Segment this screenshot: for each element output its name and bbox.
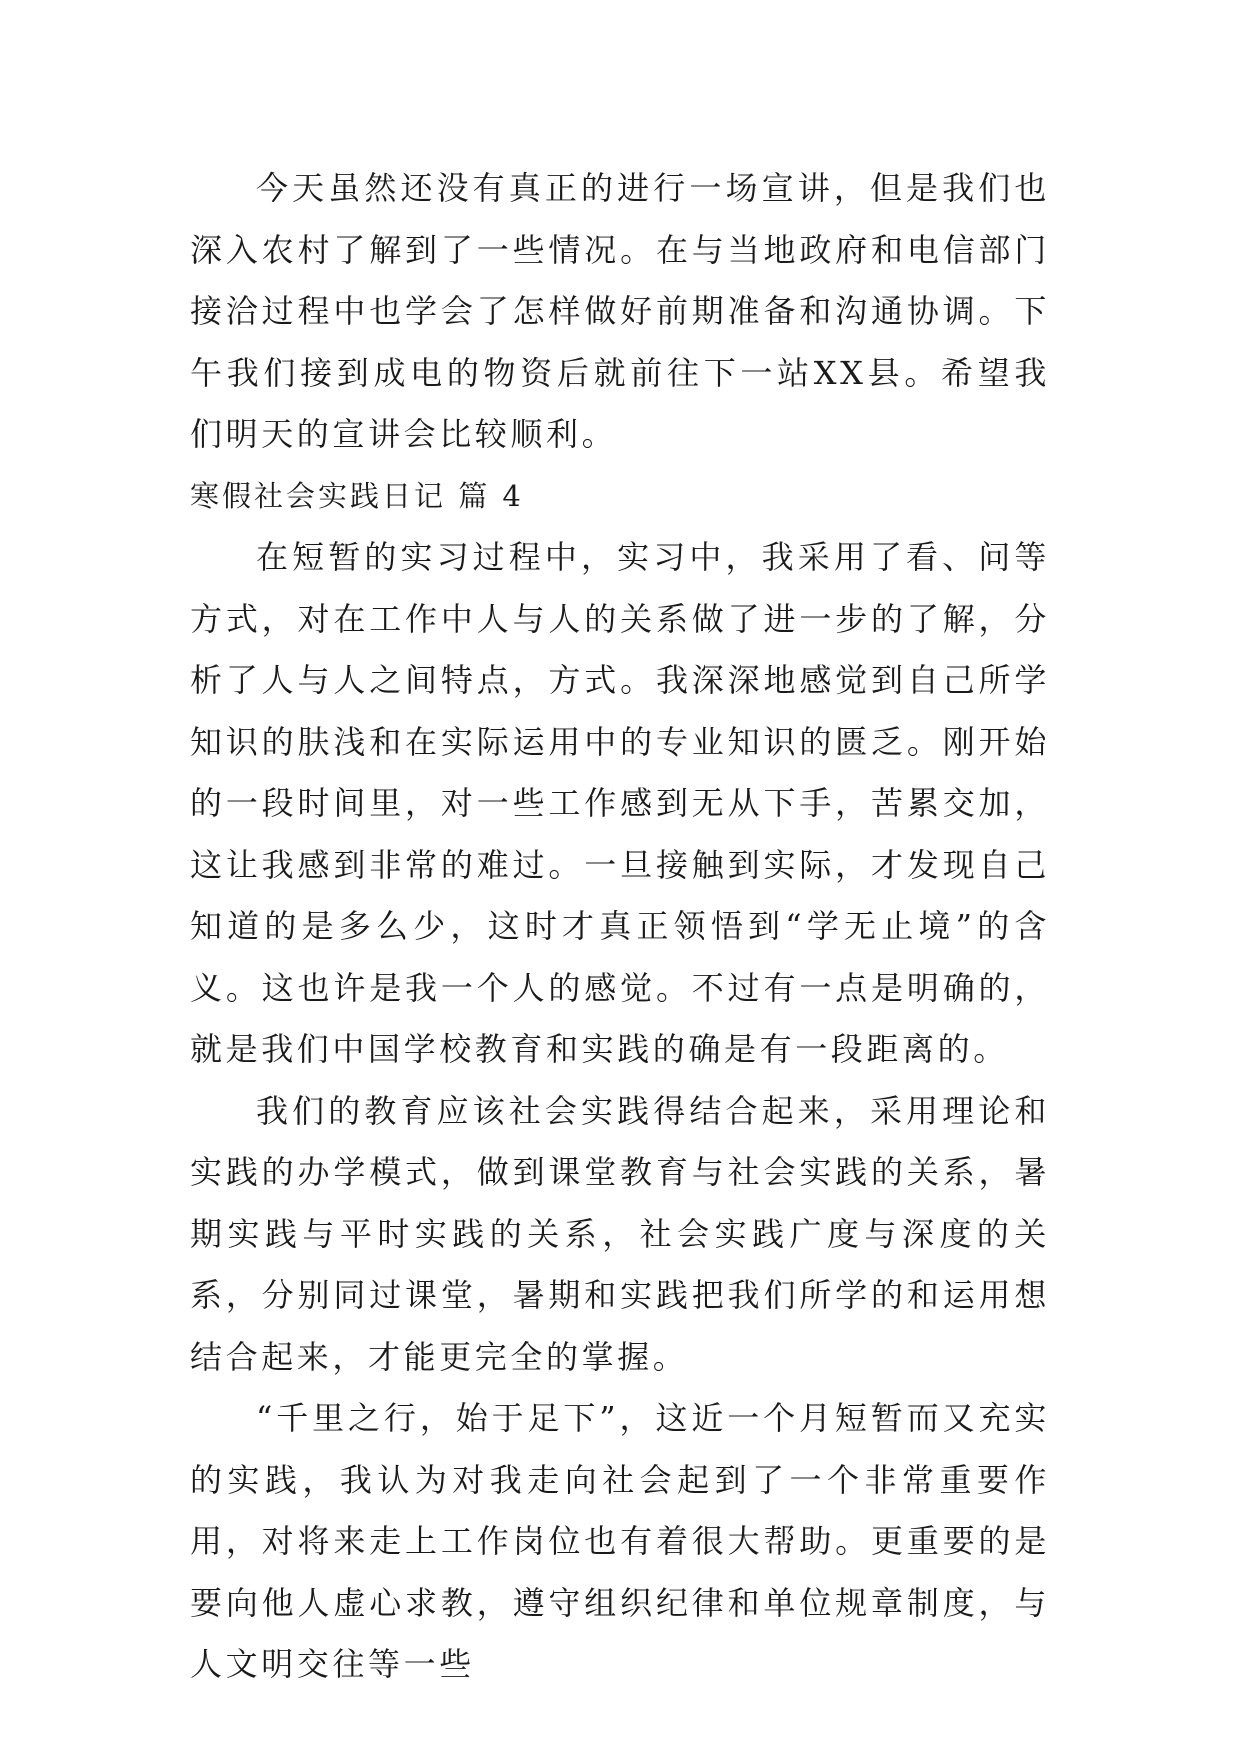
section-heading: 寒假社会实践日记 篇 4 — [190, 478, 524, 513]
paragraph-3: 我们的教育应该社会实践得结合起来，采用理论和实践的办学模式，做到课堂教育与社会实践的关系，暑期实践与平时实践的关系，社会实践广度与深度的关系，分别同过课堂，暑期和实践把我们所学的和运用想结合起来，才能更完全的掌握。 — [190, 1091, 1050, 1376]
paragraph-4: “千里之行，始于足下”，这近一个月短暂而又充实的实践，我认为对我走向社会起到了一个非常重要作用，对将来走上工作岗位也有着很大帮助。更重要的是要向他人虚心求教，遵守组织纪律和单位规章制度，与人文明交往等一些 — [190, 1399, 1050, 1683]
paragraph-1: 今天虽然还没有真正的进行一场宣讲，但是我们也深入农村了解到了一些情况。在与当地政府和电信部门接洽过程中也学会了怎样做好前期准备和沟通协调。下午我们接到成电的物资后就前往下一站XX县。希望我们明天的宣讲会比较顺利。 — [190, 169, 1050, 453]
document-body — [190, 158, 1050, 1696]
paragraph-2: 在短暂的实习过程中，实习中，我采用了看、问等方式，对在工作中人与人的关系做了进一步的了解，分析了人与人之间特点，方式。我深深地感觉到自己所学知识的肤浅和在实际运用中的专业知识的匮乏。刚开始的一段时间里，对一些工作感到无从下手，苦累交加，这让我感到非常的难过。一旦接触到实际，才发现自己知道的是多么少，这时才真正领悟到“学无止境”的含义。这也许是我一个人的感觉。不过有一点是明确的，就是我们中国学校教育和实践的确是有一段距离的。 — [190, 538, 1050, 1068]
